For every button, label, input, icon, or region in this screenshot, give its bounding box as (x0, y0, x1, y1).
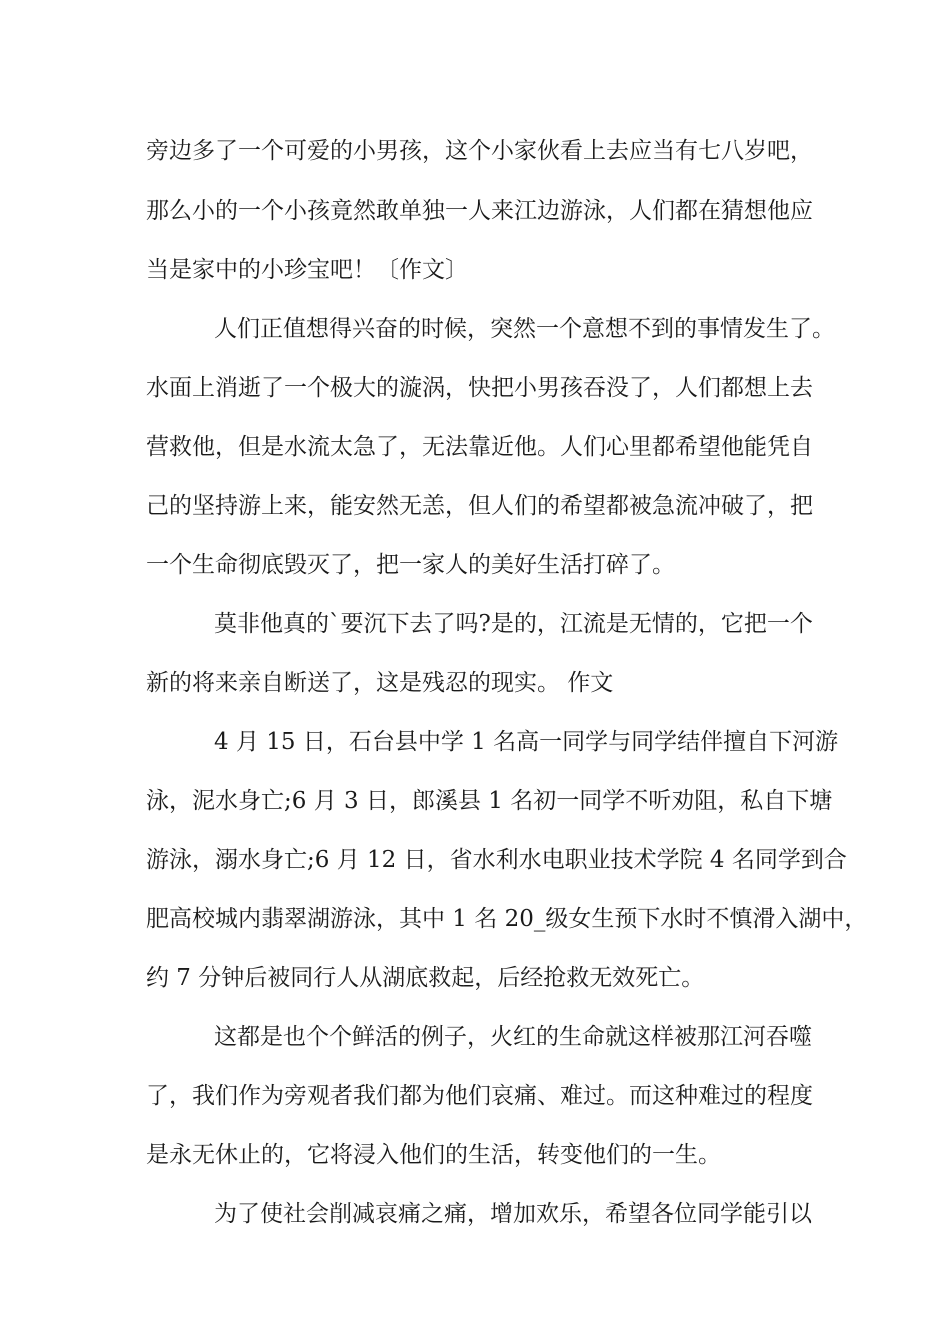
text-line: 肥高校城内翡翠湖游泳，其中 1 名 20_级女生预下水时不慎滑入湖中， (146, 906, 868, 932)
text-line: 泳，泥水身亡;6 月 3 日，郎溪县 1 名初一同学不听劝阻，私自下塘 (146, 788, 833, 814)
text-line: 那么小的一个小孩竟然敢单独一人来江边游泳，人们都在猜想他应 (146, 198, 813, 224)
text-line: 游泳，溺水身亡;6 月 12 日，省水利水电职业技术学院 4 名同学到合 (146, 847, 847, 873)
text-line: 一个生命彻底毁灭了，把一家人的美好生活打碎了。 (146, 552, 675, 578)
text-line: 莫非他真的`要沉下去了吗?是的，江流是无情的，它把一个 (214, 611, 813, 637)
text-line: 水面上消逝了一个极大的漩涡，快把小男孩吞没了，人们都想上去 (146, 375, 813, 401)
text-line: 4 月 15 日，石台县中学 1 名高一同学与同学结伴擅自下河游 (214, 729, 839, 755)
text-line: 人们正值想得兴奋的时候，突然一个意想不到的事情发生了。 (214, 316, 835, 342)
text-line: 了，我们作为旁观者我们都为他们哀痛、难过。而这种难过的程度 (146, 1083, 813, 1109)
text-line: 当是家中的小珍宝吧！〔作文〕 (146, 257, 468, 283)
text-line: 约 7 分钟后被同行人从湖底救起，后经抢救无效死亡。 (146, 965, 705, 991)
text-line: 己的坚持游上来，能安然无恙，但人们的希望都被急流冲破了，把 (146, 493, 813, 519)
text-line: 为了使社会削减哀痛之痛，增加欢乐，希望各位同学能引以 (214, 1201, 812, 1227)
text-line: 营救他，但是水流太急了，无法靠近他。人们心里都希望他能凭自 (146, 434, 813, 460)
text-line: 新的将来亲自断送了，这是残忍的现实。 作文 (146, 670, 614, 696)
text-line: 是永无休止的，它将浸入他们的生活，转变他们的一生。 (146, 1142, 721, 1168)
text-line: 这都是也个个鲜活的例子，火红的生命就这样被那江河吞噬 (214, 1024, 812, 1050)
text-line: 旁边多了一个可爱的小男孩，这个小家伙看上去应当有七八岁吧， (146, 138, 813, 164)
